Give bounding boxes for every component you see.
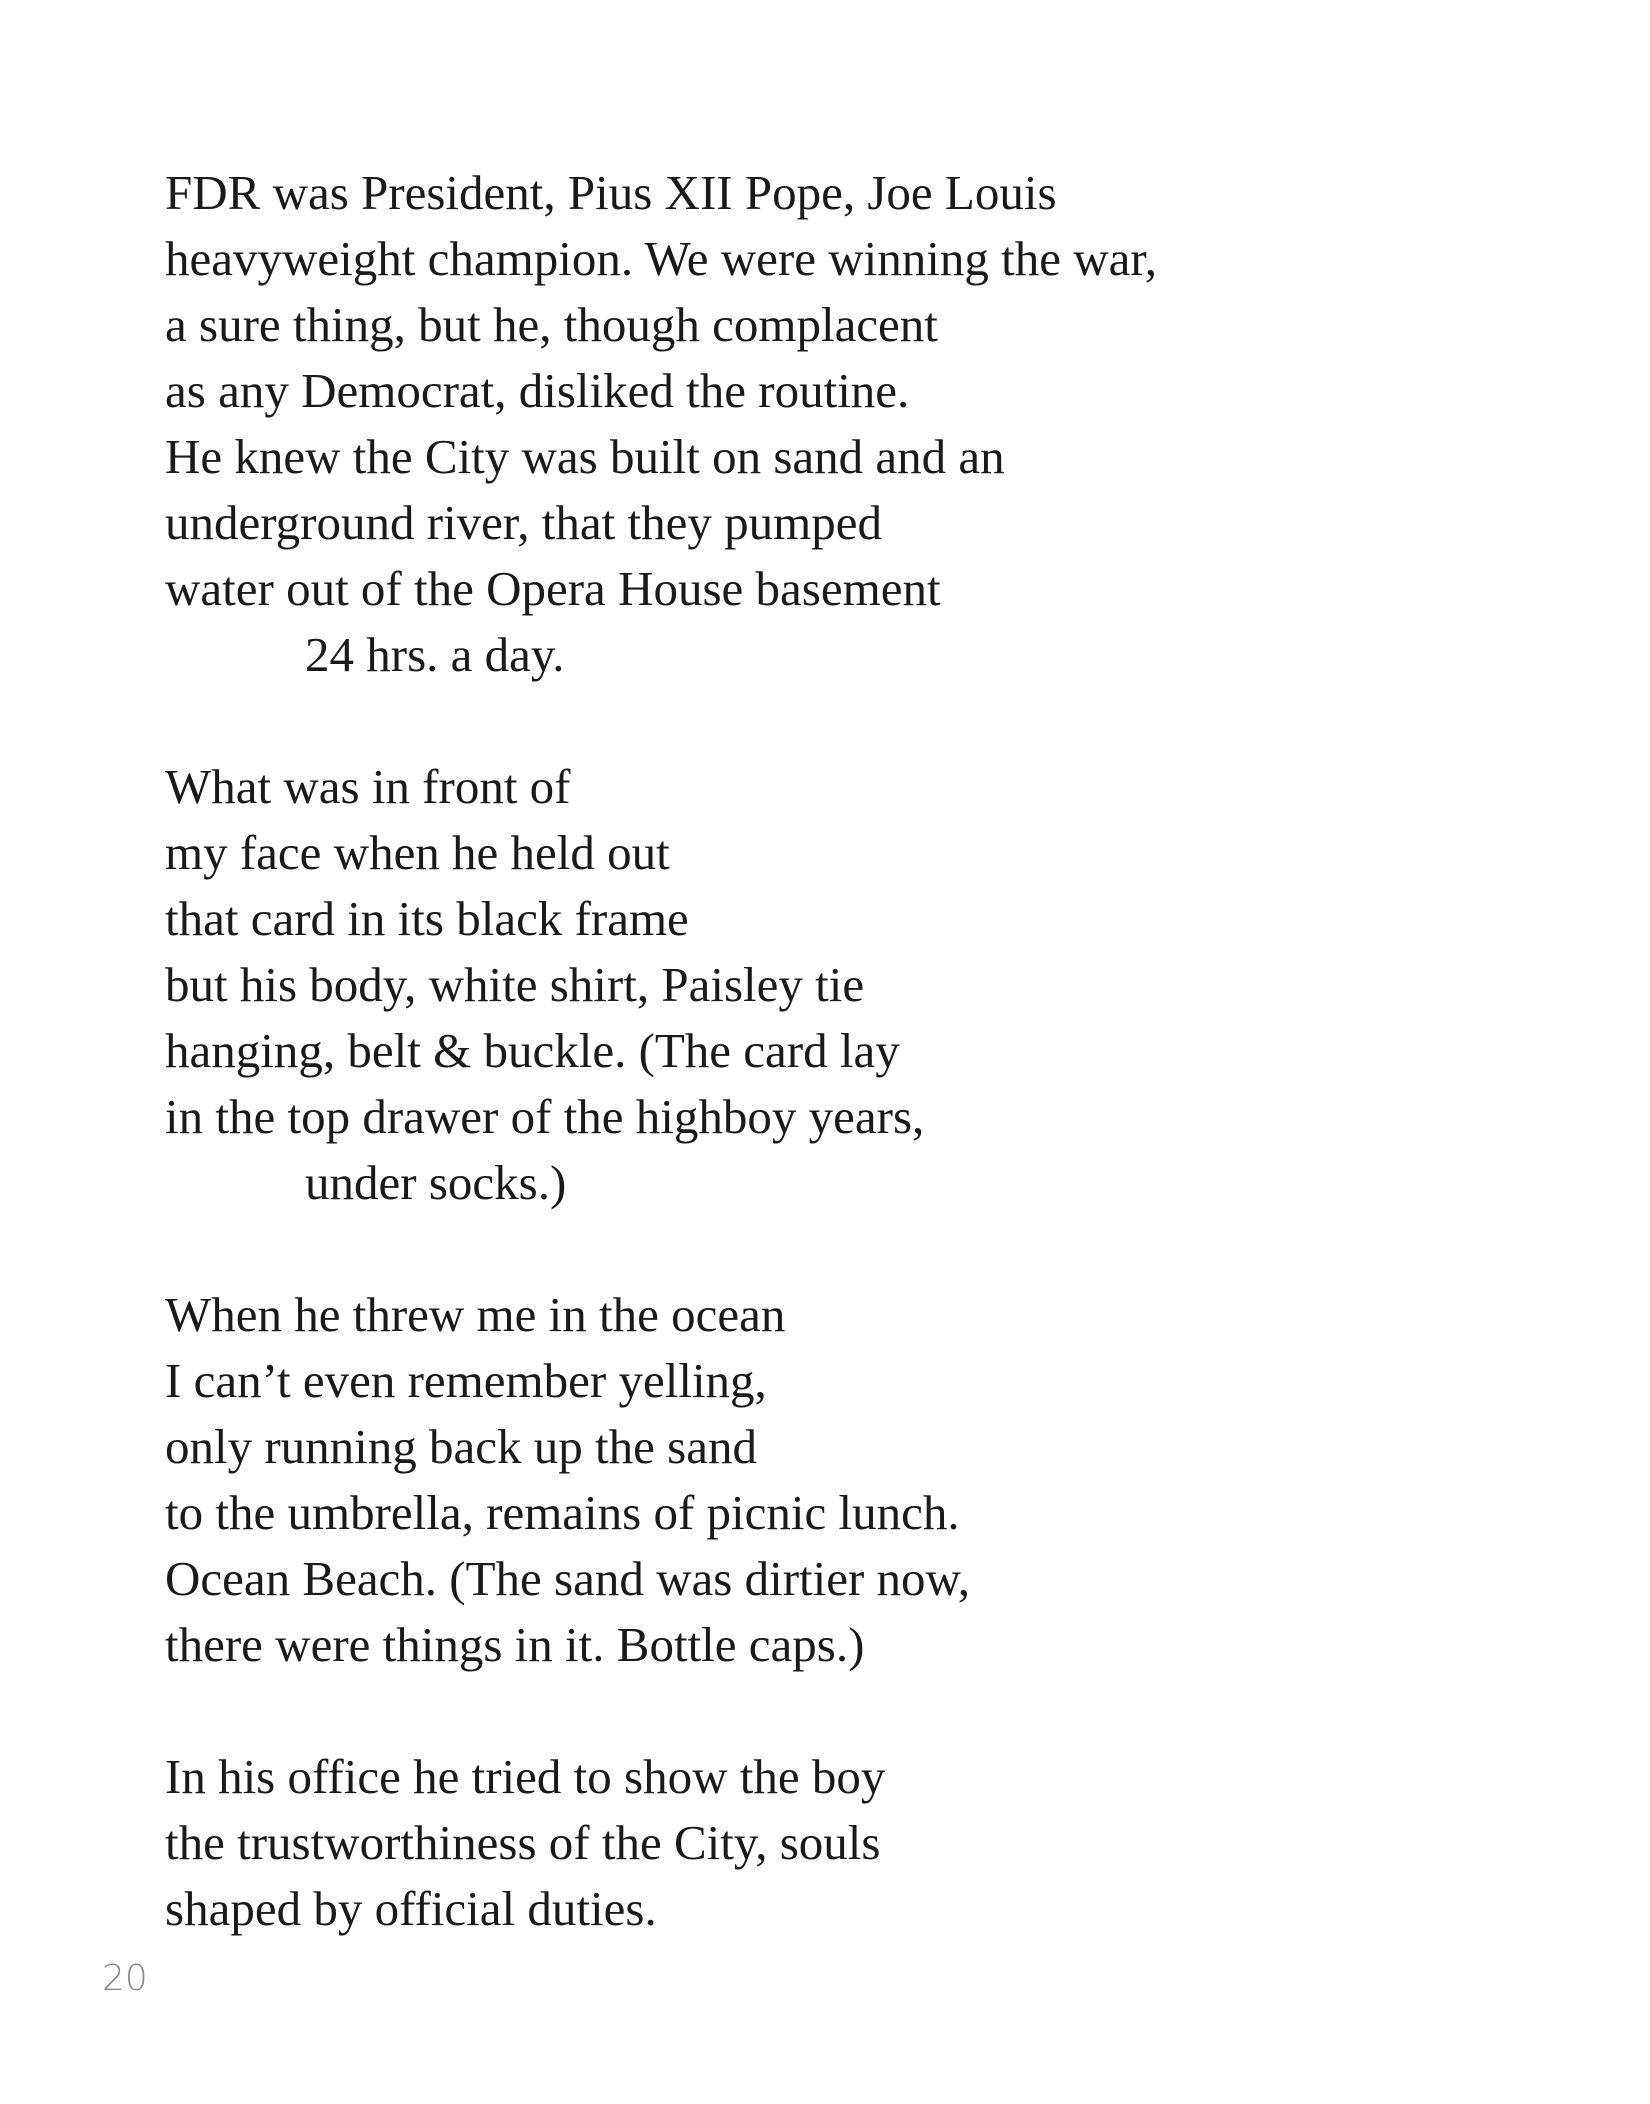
page-number: 20 bbox=[102, 1958, 148, 1999]
poem-line: He knew the City was built on sand and an bbox=[165, 429, 1005, 484]
poem-line: underground river, that they pumped bbox=[165, 495, 882, 550]
poem-line: there were things in it. Bottle caps.) bbox=[165, 1617, 865, 1672]
poem-line: my face when he held out bbox=[165, 825, 670, 880]
poem-line: Ocean Beach. (The sand was dirtier now, bbox=[165, 1551, 971, 1606]
poem-line: a sure thing, but he, though complacent bbox=[165, 297, 938, 352]
poem-line: heavyweight champion. We were winning the war, bbox=[165, 231, 1157, 286]
stanza-4 bbox=[165, 1744, 1515, 1942]
poem-line-indented: under socks.) bbox=[305, 1155, 567, 1210]
poem-line: In his office he tried to show the boy bbox=[165, 1749, 886, 1804]
poem-line-indented: 24 hrs. a day. bbox=[305, 627, 565, 682]
poem-line: shaped by official duties. bbox=[165, 1881, 657, 1936]
poem-line: FDR was President, Pius XII Pope, Joe Louis bbox=[165, 165, 1057, 220]
stanza-1 bbox=[165, 160, 1515, 688]
poem-line: to the umbrella, remains of picnic lunch. bbox=[165, 1485, 960, 1540]
poem-line: only running back up the sand bbox=[165, 1419, 757, 1474]
poem-line: water out of the Opera House basement bbox=[165, 561, 941, 616]
stanza-3 bbox=[165, 1282, 1515, 1678]
poem-line: that card in its black frame bbox=[165, 891, 689, 946]
poem-line: When he threw me in the ocean bbox=[165, 1287, 786, 1342]
stanza-2 bbox=[165, 754, 1515, 1216]
poem-line: in the top drawer of the highboy years, bbox=[165, 1089, 925, 1144]
poem-line: hanging, belt & buckle. (The card lay bbox=[165, 1023, 900, 1078]
poem-body bbox=[165, 160, 1515, 1942]
poem-line: but his body, white shirt, Paisley tie bbox=[165, 957, 865, 1012]
poem-line: What was in front of bbox=[165, 759, 571, 814]
poem-line: as any Democrat, disliked the routine. bbox=[165, 363, 910, 418]
poem-line: I can’t even remember yelling, bbox=[165, 1353, 767, 1408]
poem-line: the trustworthiness of the City, souls bbox=[165, 1815, 881, 1870]
